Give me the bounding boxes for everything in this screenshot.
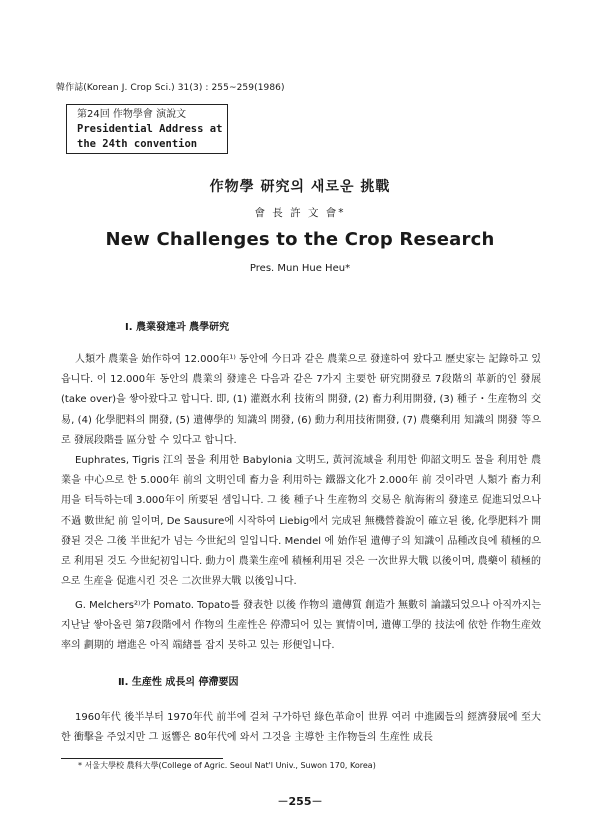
- english-author: Pres. Mun Hue Heu*: [249, 263, 351, 274]
- page-number: －255－: [277, 795, 323, 808]
- box-line-english-1: Presidential Address at: [77, 123, 223, 135]
- paragraph-3: G. Melchers²⁾가 Pomato. Topato를 發表한 以後 作物의 遺傳質 創造가 無數히 論議되었으나 아직까지는 지난날 쌓아올린 第7段階에서 作物의 生産性은 停滯되어 있는 實情이며, 遺傳工學的 技法에 依한 作物生産效率의 劃期的 增進은 아직 端緖를 잡지 못하고 있는 形便입니다.: [61, 600, 541, 652]
- journal-reference: 韓作誌(Korean J. Crop Sci.) 31(3) : 255~259(1986): [56, 83, 285, 93]
- box-line-english-2: the 24th convention: [77, 138, 198, 150]
- korean-title: 作物學 研究의 새로운 挑戰: [209, 179, 391, 195]
- paragraph-1: 人類가 農業을 始作하여 12.000年¹⁾ 동안에 今日과 같은 農業으로 發達하여 왔다고 歷史家는 記錄하고 있읍니다. 이 12.000年 동안의 農業의 發達은 다음과 같은 7가지 主要한 研究開發로 7段階의 革新的인 發展(take over)을 쌓아왔다고 합니다. 即, (1) 灌漑水利 技術의 開發, (2) 畜力利用開發, (3) 種子・生産物의 交易, (4) 化學肥料의 開發, (5) 遺傳學的 知識의 開發, (6) 動力利用技術開發, (7) 農藥利用 知識의 開發 等으로 發展段階를 區分할 수 있다고 합니다.: [61, 354, 541, 446]
- presidential-address-box: [66, 104, 228, 154]
- section-1-heading: Ⅰ. 農業發達과 農學研究: [125, 322, 230, 333]
- section-2-heading: Ⅱ. 生産性 成長의 停滯要因: [118, 677, 239, 688]
- english-title: New Challenges to the Crop Research: [105, 229, 495, 250]
- paragraph-2: Euphrates, Tigris 江의 물을 利用한 Babylonia 文明도, 黃河流域을 利用한 仰韶文明도 물을 利用한 農業을 中心으로 한 5.000年 前의 文明인데 畜力을 利用하는 鐵器文化가 2.000年 前 것이라면 人類가 畜力利用을 터득하는데 3.000年이 所要된 셈입니다. 그 後 種子나 生産物의 交易은 航海術의 發達로 促進되었으나 不過 數世紀 前 일이며, De Sausure에 시작하여 Liebig에서 完成된 無機營養說이 確立된 後, 化學肥料가 開發된 것은 그後 半世紀가 넘는 今世紀의 일입니다. Mendel 에 始作된 遺傳子의 知識이 品種改良에 積極的으로 利用된 것도 今世紀初입니다. 動力이 農業生産에 積極利用된 것은 一次世界大戰 以後이며, 農藥이 積極的으로 生産을 促進시킨 것은 二次世界大戰 以後입니다.: [61, 455, 541, 588]
- paragraph-4: 1960年代 後半부터 1970年代 前半에 걸쳐 구가하던 綠色革命이 世界 여러 中進國들의 經濟發展에 至大한 衝擊을 주었지만 그 返響은 80年代에 와서 그것을 主導한 主作物들의 生産性 成長: [61, 712, 541, 744]
- box-line-korean: 第24回 作物學會 演說文: [77, 109, 187, 120]
- korean-author: 會 長 許 文 會*: [254, 207, 346, 219]
- footnote: * 서울大學校 農科大學(College of Agric. Seoul Nat'l Univ., Suwon 170, Korea): [78, 761, 376, 770]
- footnote-rule: [61, 758, 223, 759]
